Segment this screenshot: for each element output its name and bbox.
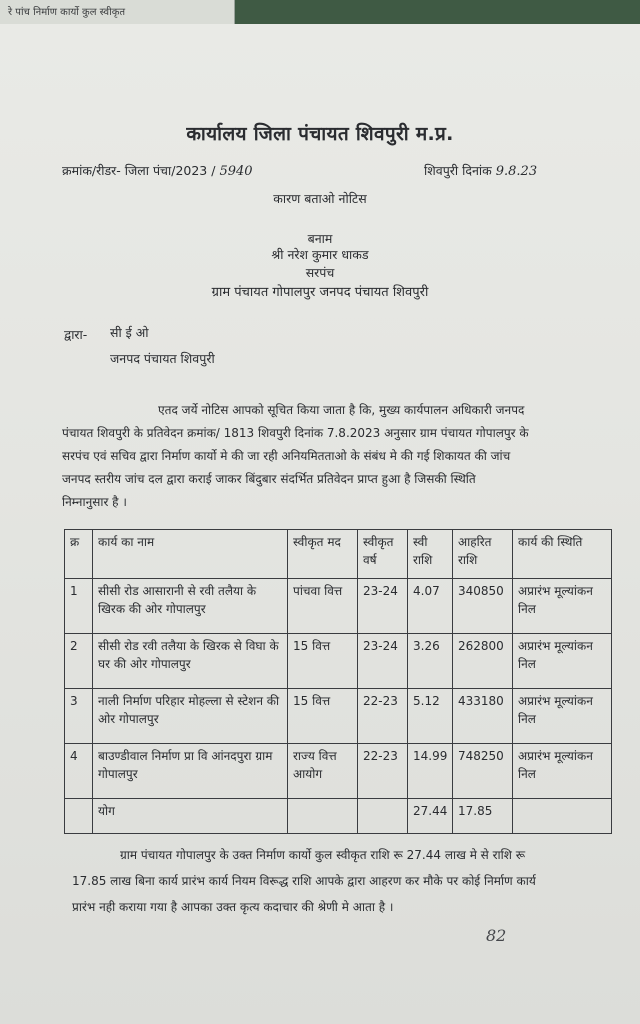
office-title: कार्यालय जिला पंचायत शिवपुरी म.प्र. — [186, 123, 454, 145]
cell-serial: 4 — [65, 744, 93, 799]
cell-sanction-year: 22-23 — [358, 689, 408, 744]
total-label: योग — [93, 799, 288, 834]
total-sanctioned: 27.44 — [408, 799, 453, 834]
via-office: जनपद पंचायत शिवपुरी — [110, 351, 215, 366]
cell-sanctioned-amount: 5.12 — [408, 689, 453, 744]
cell-sanctioned-amount: 4.07 — [408, 579, 453, 634]
table-header-row — [65, 530, 612, 579]
header-serial: क्र — [65, 530, 93, 579]
total-withdrawn: 17.85 — [453, 799, 513, 834]
cell-work-status: अप्रारंभ मूल्यांकन निल — [513, 689, 612, 744]
body-line-4: जनपद स्तरीय जांच दल द्वारा कराई जाकर बिंदुबार संदर्भित प्रतिवेदन प्राप्त हुआ है जिसकी स्थिति — [62, 472, 476, 486]
conclusion-line-1: ग्राम पंचायत गोपालपुर के उक्त निर्माण कार्यो कुल स्वीकृत राशि रू 27.44 लाख मे से राशि रू — [120, 848, 526, 862]
cell-empty — [65, 799, 93, 834]
header-sanction-head: स्वीकृत मद — [288, 530, 358, 579]
cell-empty — [513, 799, 612, 834]
handwritten-signature: 82 — [486, 926, 507, 945]
notice-type: कारण बताओ नोटिस — [273, 191, 367, 206]
cell-sanction-year: 22-23 — [358, 744, 408, 799]
cell-work-name: नाली निर्माण परिहार मोहल्ला से स्टेशन की ओर गोपालपुर — [93, 689, 288, 744]
header-work-name: कार्य का नाम — [93, 530, 288, 579]
cell-sanction-year: 23-24 — [358, 634, 408, 689]
underlying-page-text: रे पांच निर्माण कार्यो कुल स्वीकृत — [8, 7, 126, 18]
cell-work-status: अप्रारंभ मूल्यांकन निल — [513, 634, 612, 689]
header-sanction-year: स्वीकृत वर्ष — [358, 530, 408, 579]
recipient-address: ग्राम पंचायत गोपालपुर जनपद पंचायत शिवपुरी — [211, 285, 429, 300]
conclusion-line-3: प्रारंभ नही कराया गया है आपका उक्त कृत्य कदाचार की श्रेणी मे आता है । — [72, 900, 394, 914]
recipient-name: श्री नरेश कुमार धाकड — [271, 247, 369, 262]
works-table — [64, 529, 612, 834]
cell-empty — [288, 799, 358, 834]
reference-label: क्रमांक/रीडर- जिला पंचा/2023 / — [62, 163, 216, 178]
via-name: सी ई ओ — [110, 325, 149, 340]
via-label: द्वारा- — [64, 327, 88, 342]
table-row — [65, 634, 612, 689]
cell-sanction-head: राज्य वित्त आयोग — [288, 744, 358, 799]
cell-work-name: सीसी रोड रवी तलैया के खिरक से विघा के घर की ओर गोपालपुर — [93, 634, 288, 689]
recipient-role: सरपंच — [305, 265, 335, 280]
notice-document — [0, 24, 640, 1024]
cell-sanctioned-amount: 14.99 — [408, 744, 453, 799]
header-withdrawn-amount: आहरित राशि — [453, 530, 513, 579]
header-work-status: कार्य की स्थिति — [513, 530, 612, 579]
table-row — [65, 579, 612, 634]
body-line-5: निम्नानुसार है । — [62, 495, 127, 509]
body-line-1: एतद जर्ये नोटिस आपको सूचित किया जाता है कि, मुख्य कार्यपालन अधिकारी जनपद — [158, 403, 525, 417]
table-row — [65, 744, 612, 799]
cell-work-status: अप्रारंभ मूल्यांकन निल — [513, 744, 612, 799]
cell-sanction-year: 23-24 — [358, 579, 408, 634]
reference-number: 5940 — [219, 164, 253, 179]
cell-sanction-head: पांचवा वित्त — [288, 579, 358, 634]
cell-work-name: सीसी रोड आसारानी से रवी तलैया के खिरक की ओर गोपालपुर — [93, 579, 288, 634]
header-sanctioned-amount: स्वी राशि — [408, 530, 453, 579]
cell-sanction-head: 15 वित्त — [288, 689, 358, 744]
cell-serial: 2 — [65, 634, 93, 689]
body-line-3: सरपंच एवं सचिव द्वारा निर्माण कार्यो मे की जा रही अनियमितताओ के संबंध मे की गई शिकायत की जांच — [62, 449, 511, 463]
body-line-2: पंचायत शिवपुरी के प्रतिवेदन क्रमांक/ 1813 शिवपुरी दिनांक 7.8.2023 अनुसार ग्राम पंचायत गोपालपुर के — [62, 426, 529, 440]
date-value: 9.8.23 — [495, 164, 538, 179]
date-line — [424, 162, 537, 179]
cell-sanctioned-amount: 3.26 — [408, 634, 453, 689]
cell-withdrawn-amount: 433180 — [453, 689, 513, 744]
conclusion-line-2: 17.85 लाख बिना कार्य प्रारंभ कार्य नियम विरूद्ध राशि आपके द्वारा आहरण कर मौके पर कोई निर्माण कार्य — [72, 874, 536, 888]
cell-withdrawn-amount: 340850 — [453, 579, 513, 634]
table-total-row — [65, 799, 612, 834]
cell-serial: 1 — [65, 579, 93, 634]
cell-withdrawn-amount: 748250 — [453, 744, 513, 799]
cell-sanction-head: 15 वित्त — [288, 634, 358, 689]
date-label: शिवपुरी दिनांक — [424, 163, 492, 178]
cell-work-status: अप्रारंभ मूल्यांकन निल — [513, 579, 612, 634]
table-row — [65, 689, 612, 744]
cell-work-name: बाउण्डीवाल निर्माण प्रा वि आंनदपुरा ग्राम गोपालपुर — [93, 744, 288, 799]
underlying-page-strip — [0, 0, 235, 26]
cell-withdrawn-amount: 262800 — [453, 634, 513, 689]
reference-line — [62, 162, 253, 179]
against-label: बनाम — [307, 231, 333, 246]
cell-empty — [358, 799, 408, 834]
cell-serial: 3 — [65, 689, 93, 744]
